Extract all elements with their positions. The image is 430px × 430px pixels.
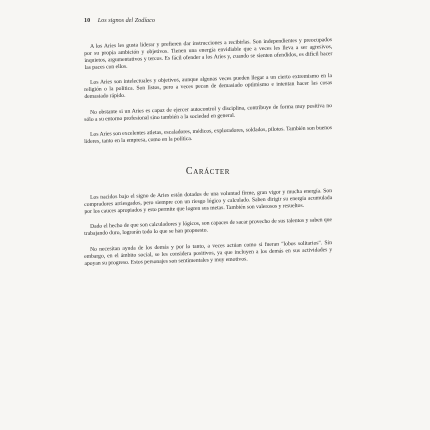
running-title: Los signos del Zodíaco <box>97 17 155 24</box>
section-heading: Carácter <box>185 166 231 178</box>
running-header <box>84 17 155 24</box>
paragraph: Los Aries son excelentes atletas, escaladores, médicos, exploradores, soldados, pilotos. También son buenos líderes, tanto en la empresa, como en la política. <box>84 124 333 145</box>
paragraph: No obstante si un Aries es capaz de ejercer autocontrol y disciplina, contribuye de forma muy positiva no sólo a su entorno profesional sino también a la sociedad en general. <box>84 102 333 123</box>
paragraph: Los nacidos bajo el signo de Aries están dotados de una voluntad firme, gran vigor y mucha energía. Son compradores arriesgados, pero siempre con un riesgo lógico y calculado. Saben dirigir su energía acumulada por los cauces apropiados y esto permite que logren sus metas. También son valerosos y resueltos. <box>84 188 333 216</box>
text-column <box>84 37 333 276</box>
paragraph: Los Aries son intelectuales y objetivos, aunque algunas veces pueden llegar a un cierto extremismo en la religión o la política. Son listos, pero a veces pecan de demasiado optimismo e intentan hacer las cosas demasiado rápido. <box>84 73 333 101</box>
paragraph: Dado el hecho de que son calculadores y lógicos, son capaces de sacar provecho de sus talentos y saben que trabajando duro, lograrán todo lo que se han propuesto. <box>84 217 333 238</box>
page-number: 10 <box>84 17 91 24</box>
paragraph: No necesitan ayuda de los demás y por lo tanto, a veces actúan como si fueran "lobos solitarios". Sin embargo, en el ámbito social, se les considera positivos, ya que incluyen a los demás en sus actividades y apoyan su progreso. Estos personajes son sentimentales y muy emotivos. <box>84 239 333 267</box>
paragraph: A los Aries les gusta liderar y prefieren dar instrucciones a recibirlas. Son independientes y preocupados por su propia ambición y objetivos. Tienen una energía envidiable que a veces les lleva a ser agresivos, inquietos, argumentativos y tercos. Es fácil ofender a los Aries y, cuando se sienten ofendidos, es difícil hacer las paces con ellos. <box>84 37 333 72</box>
